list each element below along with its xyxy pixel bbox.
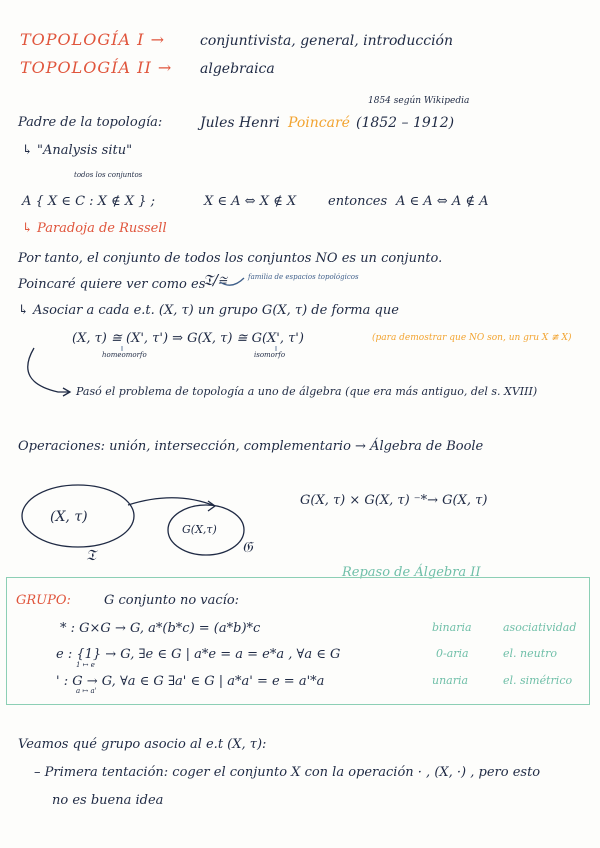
poincare-last-name: Poincaré [288, 115, 350, 131]
poincare-dates: (1852 – 1912) [356, 115, 455, 131]
pasó-arrow [28, 348, 70, 392]
topologia-1-desc: conjuntivista, general, introducción [200, 33, 453, 49]
topologia-1-title: TOPOLOGÍA I → [20, 30, 165, 49]
poincare-wants-line: Poincaré quiere ver como es [18, 277, 206, 292]
quotient-symbol: 𝔗/≅ [203, 271, 227, 289]
group-row-neutral-property: el. neutro [503, 647, 558, 660]
operaciones-line: Operaciones: unión, intersección, complementario → Álgebra de Boole [18, 439, 484, 454]
group-ellipse [168, 505, 244, 555]
neutral-map-note: 1 ↦ e [76, 661, 95, 669]
inverse-map-note: a ↦ a' [76, 687, 97, 695]
isomorphism-line: (X, τ) ≅ (X', τ') ⇒ G(X, τ) ≅ G(X', τ') [72, 331, 304, 346]
group-class-label: 𝔊 [242, 538, 253, 556]
russell-paradox: ↳ Paradoja de Russell [22, 221, 167, 236]
group-node-label: G(X,τ) [182, 523, 217, 536]
topological-space-ellipse [22, 485, 134, 547]
first-temptation-line: – Primera tentación: coger el conjunto X con la operación · , (X, ·) , pero esto [34, 765, 541, 780]
group-row-inverse-type: unaria [432, 674, 469, 687]
group-row-binary: * : G×G → G, a*(b*c) = (a*b)*c [60, 621, 261, 636]
poincare-first-name: Jules Henri [200, 115, 280, 131]
algebra-review-label: Repaso de Álgebra II [342, 565, 481, 580]
distinguish-note: (para demostrar que NO son, un gru X ≇ X) [372, 333, 572, 343]
birth-note: 1854 según Wikipedia [368, 96, 470, 106]
group-row-neutral: e : {1} → G, ∃e ∈ G | a*e = a = e*a , ∀a ∈ G [56, 647, 341, 662]
not-a-set-line: Por tanto, el conjunto de todos los conjuntos NO es un conjunto. [18, 251, 443, 266]
group-row-neutral-type: 0-aria [436, 647, 469, 660]
space-node-label: (X, τ) [50, 509, 88, 525]
russell-conclusion: A ∈ A ⇔ A ∉ A [396, 194, 489, 209]
group-question-line: Veamos qué grupo asocio al e.t (X, τ): [18, 737, 267, 752]
group-row-inverse: ' : G → G, ∀a ∈ G ∃a' ∈ G | a*a' = e = a'*a [56, 674, 325, 689]
homeomorfo-label: homeomorfo [102, 351, 147, 359]
grupo-desc: G conjunto no vacío: [104, 593, 240, 608]
analysis-situ: ↳ "Analysis situ" [22, 143, 133, 158]
isomorfo-label: isomorfo [254, 351, 286, 359]
grupo-title: GRUPO: [16, 593, 71, 608]
group-row-inverse-property: el. simétrico [503, 674, 573, 687]
functor-arrowhead [208, 501, 215, 511]
group-row-binary-property: asociatividad [503, 621, 577, 634]
not-good-idea-line: no es buena idea [52, 793, 164, 808]
topologia-2-desc: algebraica [200, 61, 275, 77]
russell-implication: X ∈ A ⇔ X ∉ X [204, 194, 297, 209]
associate-group-line: ↳ Asociar a cada e.t. (X, τ) un grupo G(X, τ) de forma que [18, 303, 399, 318]
group-row-binary-type: binaria [432, 621, 472, 634]
topologia-2-title: TOPOLOGÍA II → [20, 58, 173, 77]
family-note: familia de espacios topológicos [248, 273, 359, 281]
paso-line: Pasó el problema de topología a uno de álgebra (que era más antiguo, del s. XVIII) [76, 385, 538, 398]
group-product: G(X, τ) × G(X, τ) ⁻*→ G(X, τ) [300, 493, 488, 508]
topological-class-label: 𝔗 [86, 546, 96, 564]
family-note-pointer [220, 278, 244, 285]
all-sets-note: todos los conjuntos [74, 171, 143, 179]
father-label: Padre de la topología: [18, 115, 163, 130]
entonces-word: entonces [328, 194, 388, 209]
russell-set-def: A { X ∈ C : X ∉ X } ; [22, 194, 155, 209]
